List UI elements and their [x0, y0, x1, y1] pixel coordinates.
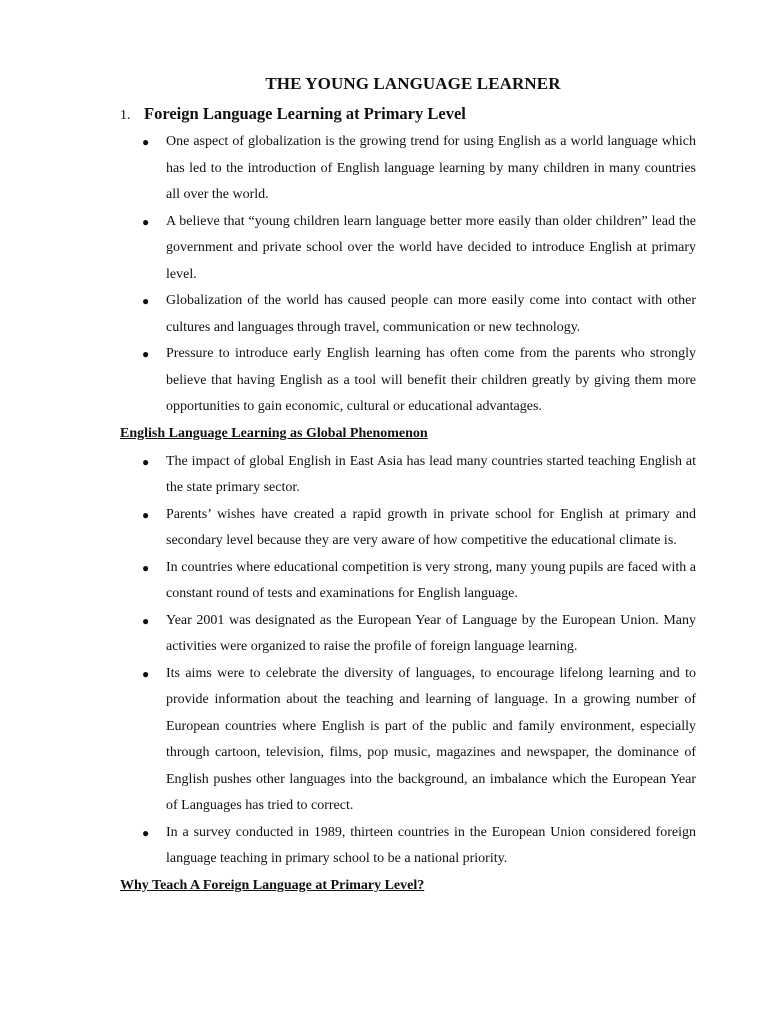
list-item	[142, 661, 696, 820]
bullet-text: Year 2001 was designated as the European Year of Language by the European Union. Many activities were organized to raise the profile of foreign language learning.	[166, 612, 696, 654]
bullet-text: Globalization of the world has caused people can more easily come into contact with other cultures and languages through travel, communication or new technology.	[166, 293, 696, 335]
bullet-icon: ●	[142, 135, 150, 149]
bullet-text: In a survey conducted in 1989, thirteen countries in the European Union considered foreign language teaching in primary school to be a national priority.	[166, 824, 696, 866]
section-1-bullet-list	[120, 129, 696, 421]
bullet-icon: ●	[142, 507, 150, 522]
list-item	[142, 449, 696, 502]
list-item	[142, 341, 696, 421]
bullet-text: One aspect of globalization is the growing trend for using English as a world language which has led to the introduction of English language learning by many children in many countries all over the world.	[166, 134, 696, 202]
list-item	[142, 555, 696, 608]
bullet-icon: ●	[142, 560, 150, 575]
bullet-text: The impact of global English in East Asia has lead many countries started teaching English at the state primary sector.	[166, 453, 696, 495]
section-number: 1.	[120, 108, 131, 123]
list-item	[142, 288, 696, 341]
bullet-icon: ●	[142, 214, 150, 229]
section-3-heading: Why Teach A Foreign Language at Primary Level?	[120, 877, 425, 893]
document-title: THE YOUNG LANGUAGE LEARNER	[265, 74, 561, 93]
bullet-icon: ●	[142, 294, 150, 308]
bullet-text: Parents’ wishes have created a rapid growth in private school for English at primary and secondary level because they are very aware of how competitive the educational climate is.	[166, 506, 696, 548]
section-2-bullet-list	[120, 449, 696, 873]
section-2-heading: English Language Learning as Global Phenomenon	[120, 425, 428, 441]
bullet-icon: ●	[142, 825, 150, 840]
bullet-text: In countries where educational competition is very strong, many young pupils are faced with a constant round of tests and examinations for English language.	[166, 559, 696, 601]
list-item	[142, 820, 696, 873]
bullet-text: A believe that “young children learn language better more easily than older children” lead the government and private school over the world have decided to introduce English at primary level.	[166, 213, 696, 282]
section-1-heading	[120, 104, 696, 124]
list-item	[142, 608, 696, 661]
list-item	[142, 502, 696, 555]
bullet-icon: ●	[142, 347, 150, 361]
bullet-icon: ●	[142, 613, 150, 628]
bullet-text: Pressure to introduce early English learning has often come from the parents who strongly believe that having English as a tool will benefit their children greatly by giving them more opportunities to gain economic, cultural or educational advantages.	[166, 346, 696, 414]
list-item	[142, 209, 696, 289]
bullet-text: Its aims were to celebrate the diversity of languages, to encourage lifelong learning and to provide information about the teaching and learning of language. In a growing number of European countries where English is part of the public and family environment, especially through cartoon, television, films, pop music, magazines and newspaper, the dominance of English pushes other languages into the background, an imbalance which the European Year of Languages has tried to correct.	[166, 665, 696, 813]
bullet-icon: ●	[142, 666, 150, 681]
list-item	[142, 129, 696, 209]
bullet-icon: ●	[142, 454, 150, 469]
section-title: Foreign Language Learning at Primary Level	[144, 104, 466, 123]
